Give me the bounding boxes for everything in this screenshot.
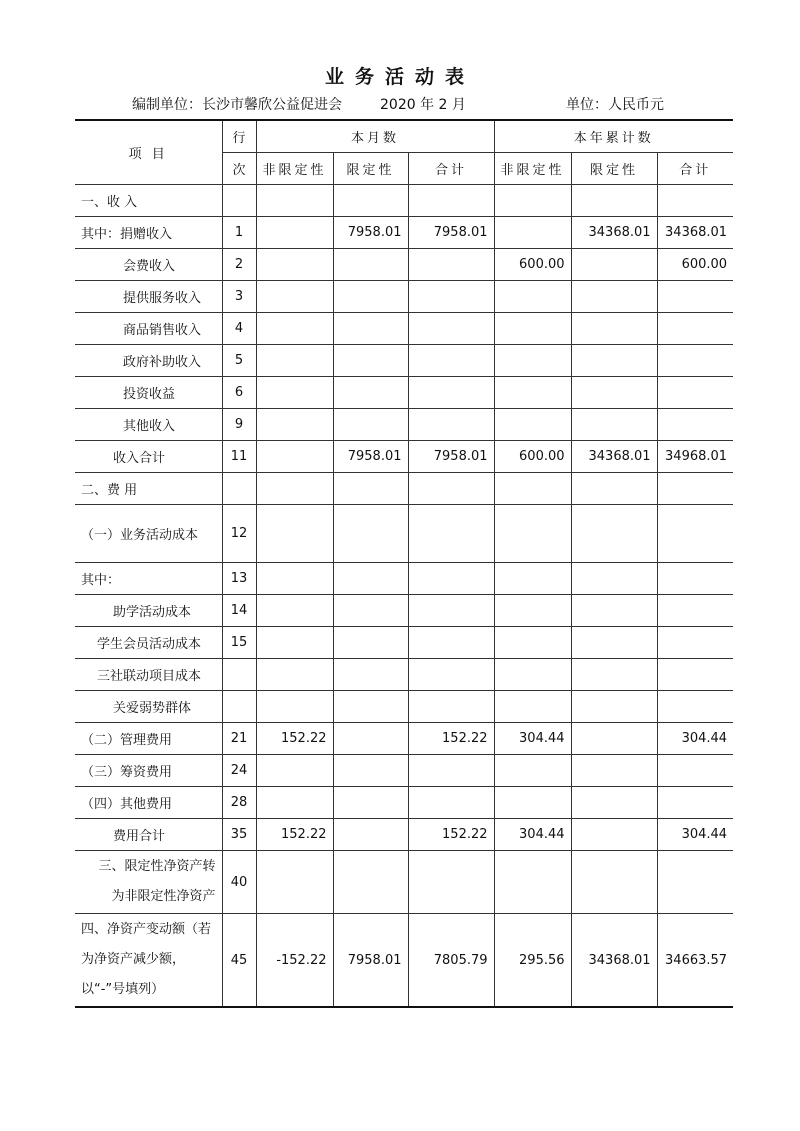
cell-value: 7958.01 <box>333 441 408 473</box>
row-label-line: 三、限定性净资产转 <box>98 859 216 874</box>
cell-value: 7958.01 <box>333 914 408 1008</box>
cell-value <box>333 249 408 281</box>
cell-value <box>494 217 571 249</box>
row-label-line: 以“-”号填列） <box>81 982 165 997</box>
cell-value <box>333 819 408 851</box>
line-number: 28 <box>222 787 256 819</box>
table-row <box>75 691 733 723</box>
row-label <box>75 851 222 914</box>
row-label: 会费收入 <box>75 249 222 281</box>
cell-value: 34663.57 <box>657 914 733 1008</box>
report-period: 2020 年 2 月 <box>380 97 466 113</box>
header-row <box>75 120 733 153</box>
cell-value: 34368.01 <box>571 914 657 1008</box>
row-label: 关爱弱势群体 <box>75 691 222 723</box>
table-row <box>75 473 733 505</box>
line-number: 9 <box>222 409 256 441</box>
organization: 编制单位：长沙市馨欣公益促进会 <box>132 97 342 113</box>
currency-unit: 单位：人民币元 <box>566 97 664 113</box>
line-number: 3 <box>222 281 256 313</box>
cell-value <box>256 441 333 473</box>
cell-value: 304.44 <box>657 819 733 851</box>
cell-value: 34368.01 <box>571 217 657 249</box>
line-number: 11 <box>222 441 256 473</box>
row-label: 二、费 用 <box>75 473 222 505</box>
table-row <box>75 313 733 345</box>
row-label: 其中： <box>75 563 222 595</box>
line-number: 13 <box>222 563 256 595</box>
line-number: 24 <box>222 755 256 787</box>
row-label: 提供服务收入 <box>75 281 222 313</box>
table-row <box>75 409 733 441</box>
table-row <box>75 281 733 313</box>
row-label: （三）筹资费用 <box>75 755 222 787</box>
row-label: （一）业务活动成本 <box>75 505 222 563</box>
row-label: 其他收入 <box>75 409 222 441</box>
row-label <box>75 914 222 1008</box>
table-row <box>75 755 733 787</box>
line-number: 1 <box>222 217 256 249</box>
row-label: 其中：捐赠收入 <box>75 217 222 249</box>
cell-value: 304.44 <box>657 723 733 755</box>
header-item: 项 目 <box>75 120 222 185</box>
table-row <box>75 377 733 409</box>
table-row <box>75 914 733 1008</box>
line-number: 21 <box>222 723 256 755</box>
row-label-line: 四、净资产变动额（若 <box>81 922 212 937</box>
table-row <box>75 659 733 691</box>
cell-value: 34968.01 <box>657 441 733 473</box>
cell-value: 295.56 <box>494 914 571 1008</box>
cell-value: 7805.79 <box>408 914 494 1008</box>
row-label: 投资收益 <box>75 377 222 409</box>
row-label: 助学活动成本 <box>75 595 222 627</box>
header-month-unrestricted: 非限定性 <box>256 153 333 185</box>
row-label: 商品销售收入 <box>75 313 222 345</box>
cell-value: 152.22 <box>408 723 494 755</box>
table-row <box>75 249 733 281</box>
header-year-restricted: 限定性 <box>571 153 657 185</box>
cell-value: 600.00 <box>657 249 733 281</box>
row-label-line: 为净资产减少额， <box>81 952 186 967</box>
cell-value <box>333 723 408 755</box>
cell-value: -152.22 <box>256 914 333 1008</box>
row-label: 收入合计 <box>75 441 222 473</box>
cell-value: 152.22 <box>256 723 333 755</box>
table-row <box>75 185 733 217</box>
cell-value: 152.22 <box>256 819 333 851</box>
cell-value: 304.44 <box>494 723 571 755</box>
cell-value: 7958.01 <box>408 217 494 249</box>
cell-value: 304.44 <box>494 819 571 851</box>
cell-value <box>408 249 494 281</box>
header-year: 本年累计数 <box>494 120 733 153</box>
line-number: 12 <box>222 505 256 563</box>
line-number: 35 <box>222 819 256 851</box>
row-label: 一、收 入 <box>75 185 222 217</box>
table-row <box>75 595 733 627</box>
cell-value <box>571 723 657 755</box>
header-line-1: 行 <box>222 120 256 153</box>
cell-value: 34368.01 <box>571 441 657 473</box>
row-label: 三社联动项目成本 <box>75 659 222 691</box>
row-label: （二）管理费用 <box>75 723 222 755</box>
line-number: 4 <box>222 313 256 345</box>
cell-value: 600.00 <box>494 249 571 281</box>
row-label: （四）其他费用 <box>75 787 222 819</box>
activity-statement-table <box>75 119 733 1008</box>
table-row <box>75 505 733 563</box>
cell-value: 600.00 <box>494 441 571 473</box>
table-row <box>75 723 733 755</box>
header-year-unrestricted: 非限定性 <box>494 153 571 185</box>
header-month-total: 合计 <box>408 153 494 185</box>
line-number: 15 <box>222 627 256 659</box>
header-month-restricted: 限定性 <box>333 153 408 185</box>
cell-value: 7958.01 <box>333 217 408 249</box>
table-row <box>75 563 733 595</box>
cell-value <box>571 249 657 281</box>
table-row <box>75 217 733 249</box>
report-title: 业务活动表 <box>324 66 475 88</box>
row-label: 政府补助收入 <box>75 345 222 377</box>
row-label: 费用合计 <box>75 819 222 851</box>
line-number: 6 <box>222 377 256 409</box>
cell-value: 34368.01 <box>657 217 733 249</box>
header-year-total: 合计 <box>657 153 733 185</box>
table-row <box>75 851 733 914</box>
cell-value <box>571 819 657 851</box>
cell-value: 152.22 <box>408 819 494 851</box>
line-number: 14 <box>222 595 256 627</box>
header-month: 本月数 <box>256 120 494 153</box>
table-row <box>75 627 733 659</box>
cell-value: 7958.01 <box>408 441 494 473</box>
line-number: 45 <box>222 914 256 1008</box>
cell-value <box>256 217 333 249</box>
cell-value <box>256 249 333 281</box>
line-number: 2 <box>222 249 256 281</box>
table-row <box>75 787 733 819</box>
line-number: 5 <box>222 345 256 377</box>
table-row <box>75 345 733 377</box>
table-row <box>75 441 733 473</box>
row-label-line: 为非限定性净资产 <box>111 889 216 904</box>
line-number: 40 <box>222 851 256 914</box>
row-label: 学生会员活动成本 <box>75 627 222 659</box>
table-row <box>75 819 733 851</box>
header-line-2: 次 <box>222 153 256 185</box>
